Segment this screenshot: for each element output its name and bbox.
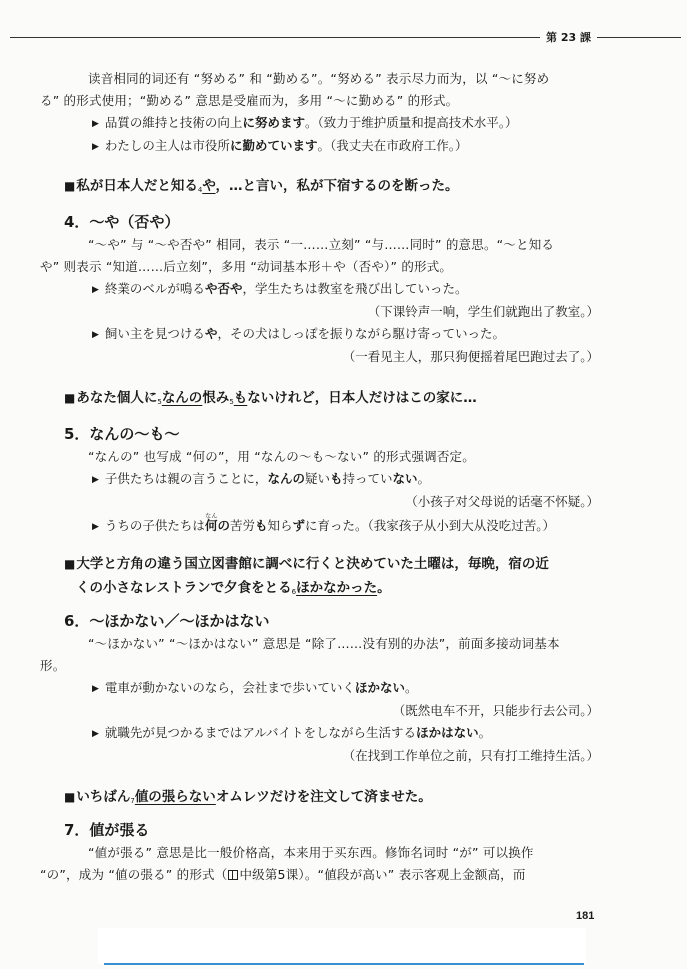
section-heading: 4．～や（否や） (64, 213, 180, 231)
note-number: 5 (157, 398, 162, 406)
example-translation: （小孩子对父母说的话毫不怀疑。） (405, 494, 599, 509)
example-keyword: や否や (204, 281, 243, 296)
example-text: 品質の維持と技術の向上 (104, 115, 243, 130)
cross-reference: 中级第5课 (239, 867, 299, 882)
section-7 (0, 818, 687, 886)
section-4 (0, 210, 687, 368)
sentence-text: ないけれど，日本人だけはこの家に… (247, 390, 477, 406)
note-number: 4 (197, 186, 203, 194)
sentence-text: 私が日本人だと知る (76, 178, 198, 194)
source-sentence-6 (0, 552, 687, 604)
section-paragraph (0, 446, 687, 468)
underlined-term: や (202, 178, 216, 194)
example-text: うちの子供たちは (104, 518, 205, 533)
underlined-term: なんの (161, 390, 203, 406)
section-paragraph (0, 234, 687, 278)
underlined-term: 値の張らない (134, 789, 216, 805)
example-translation: （我家孩子从小到大从没吃过苦。） (367, 518, 556, 533)
example-translation: （致力于维护质量和提高技术水平。） (317, 115, 518, 130)
example-text: 就職先が見つかるまではアルバイトをしながら生活する (104, 725, 417, 740)
triangle-bullet-icon: ▶ (92, 119, 99, 129)
ruby-kanji (204, 513, 218, 533)
paragraph-line: “なんの” 也写成 “何の”，用 “なんの～も～ない” 的形式强调否定。 (88, 449, 475, 464)
footer-area (98, 928, 586, 964)
page-number: 181 (576, 910, 595, 922)
note-number: 5 (229, 398, 234, 406)
intro-section (0, 68, 687, 158)
sentence-text: くの小さなレストランで夕食をとる (76, 580, 292, 596)
example-text: 飼い主を見つける (104, 326, 205, 341)
square-bullet-icon: ■ (64, 790, 76, 804)
source-sentence-4 (0, 174, 687, 202)
paragraph-text: ）。“値段が高い” 表示客观上金额高，而 (298, 867, 526, 882)
lesson-label: 第 23 課 (546, 31, 591, 44)
triangle-bullet-icon: ▶ (92, 330, 99, 340)
section-5 (0, 422, 687, 538)
example-text: 電車が動かないのなら，会社まで歩いていく (104, 680, 355, 695)
example-keyword: に勤めています (229, 138, 318, 153)
example-translation: （下课铃声一响，学生们就跑出了教室。） (367, 304, 599, 319)
example-keyword: の (217, 518, 230, 533)
header-rule-right (597, 37, 681, 38)
example-text: 。 (417, 471, 431, 486)
example-translation: （既然电车不开，只能步行去公司。） (392, 703, 599, 718)
sentence-continuation (64, 576, 603, 604)
book-reference-icon (228, 870, 238, 880)
example-text: に育った。 (305, 518, 368, 533)
paragraph-line: “値が張る” 意思是比一般价格高，本来用于买东西。修饰名词时 “が” 可以换作 (88, 845, 534, 860)
example-text: 疑い (304, 471, 330, 486)
example-text: ，学生たちは教室を飛び出していった。 (242, 281, 468, 296)
example-keyword: ない (392, 471, 418, 486)
example-keyword: ほかはない (416, 725, 479, 740)
example-text: ，その犬はしっぽを振りながら駆け寄っていった。 (217, 326, 505, 341)
source-sentence (0, 785, 687, 813)
paragraph-line (40, 867, 526, 882)
paragraph-line: “～ほかない” “～ほかはない” 意思是 “除了……没有别的办法”，前面多接动词基本 (88, 636, 560, 651)
example-item (0, 677, 687, 700)
note-number: 6 (291, 588, 297, 596)
example-item (0, 722, 687, 745)
example-text: 持ってい (342, 471, 393, 486)
intro-line-2: る” 的形式使用；“勤める” 意思是受雇而为，多用 “～に勤める” 的形式。 (40, 93, 459, 108)
example-translation: （我丈夫在市政府工作。） (329, 138, 468, 153)
example-text: 苦労 (229, 518, 255, 533)
triangle-bullet-icon: ▶ (92, 684, 99, 694)
example-text: 。 (317, 138, 330, 153)
footer-rule (104, 963, 584, 965)
sentence-text: ，…と言い，私が下宿するのを断った。 (215, 178, 459, 194)
square-bullet-icon: ■ (64, 391, 76, 405)
section-heading: 7．値が張る (64, 821, 150, 839)
source-sentence (0, 386, 687, 414)
sentence-text: 恨み (202, 390, 230, 406)
example-keyword: ず (292, 518, 306, 533)
header-rule-left (10, 37, 540, 38)
source-sentence-5 (0, 386, 687, 414)
example-keyword: や (204, 326, 218, 341)
example-translation: （在找到工作单位之前，只有打工维持生活。） (342, 748, 599, 763)
example-item (0, 112, 687, 135)
example-keyword: も (254, 518, 268, 533)
ruby-reading: なん (204, 513, 218, 520)
example-text: 。 (404, 680, 418, 695)
note-number: 7 (130, 797, 135, 805)
example-item (0, 513, 687, 538)
section-paragraph (0, 633, 687, 677)
example-item (0, 323, 687, 346)
example-text: 終業のベルが鳴る (104, 281, 205, 296)
triangle-bullet-icon: ▶ (92, 142, 99, 152)
example-keyword: ほかない (354, 680, 405, 695)
source-sentence-7 (0, 785, 687, 813)
triangle-bullet-icon: ▶ (92, 522, 99, 532)
paragraph-line: “～や” 与 “～や否や” 相同，表示 “一……立刻” “与……同时” 的意思。“～と知る (88, 237, 555, 252)
example-keyword: なんの (267, 471, 305, 486)
example-text: 。 (478, 725, 492, 740)
example-text: 。 (304, 115, 318, 130)
underlined-term: も (233, 390, 248, 406)
intro-paragraph (0, 68, 687, 112)
section-6 (0, 609, 687, 767)
paragraph-line: や” 则表示 “知道……后立刻”，多用 “动词基本形＋や（否や）” 的形式。 (40, 259, 453, 274)
sentence-text: あなた個人に (76, 390, 158, 406)
section-heading: 5．なんの～も～ (64, 425, 180, 443)
triangle-bullet-icon: ▶ (92, 729, 99, 739)
square-bullet-icon: ■ (64, 179, 76, 193)
example-text: わたしの主人は市役所 (104, 138, 230, 153)
example-keyword: も (329, 471, 343, 486)
example-text: 知ら (267, 518, 293, 533)
sentence-text: 。 (377, 580, 391, 596)
triangle-bullet-icon: ▶ (92, 475, 99, 485)
underlined-term: ほかなかった (296, 580, 378, 596)
example-translation: （一看见主人，那只狗便摇着尾巴跑过去了。） (342, 349, 599, 364)
ruby-base: 何 (204, 518, 218, 533)
triangle-bullet-icon: ▶ (92, 285, 99, 295)
square-bullet-icon: ■ (64, 557, 76, 571)
section-paragraph (0, 842, 687, 886)
section-heading: 6．～ほかない／～ほかはない (64, 612, 270, 630)
paragraph-line: 形。 (40, 658, 66, 673)
sentence-text: いちばん (76, 789, 131, 805)
example-keyword: に努めます (242, 115, 305, 130)
example-item (0, 135, 687, 158)
source-sentence (0, 174, 687, 202)
example-item (0, 278, 687, 301)
paragraph-text: “の”，成为 “値の張る” 的形式（ (40, 867, 228, 882)
page-header (10, 29, 681, 45)
source-sentence (0, 552, 687, 604)
sentence-text: オムレツだけを注文して済ませた。 (215, 789, 432, 805)
example-item (0, 468, 687, 491)
example-text: 子供たちは親の言うことに， (104, 471, 268, 486)
sentence-text: 大学と方角の違う国立図書館に調べに行くと決めていた土曜は，毎晩，宿の近 (76, 556, 549, 572)
intro-line-1: 读音相同的词还有 “努める” 和 “勤める”。“努める” 表示尽力而为，以 “～に努め (88, 71, 550, 86)
